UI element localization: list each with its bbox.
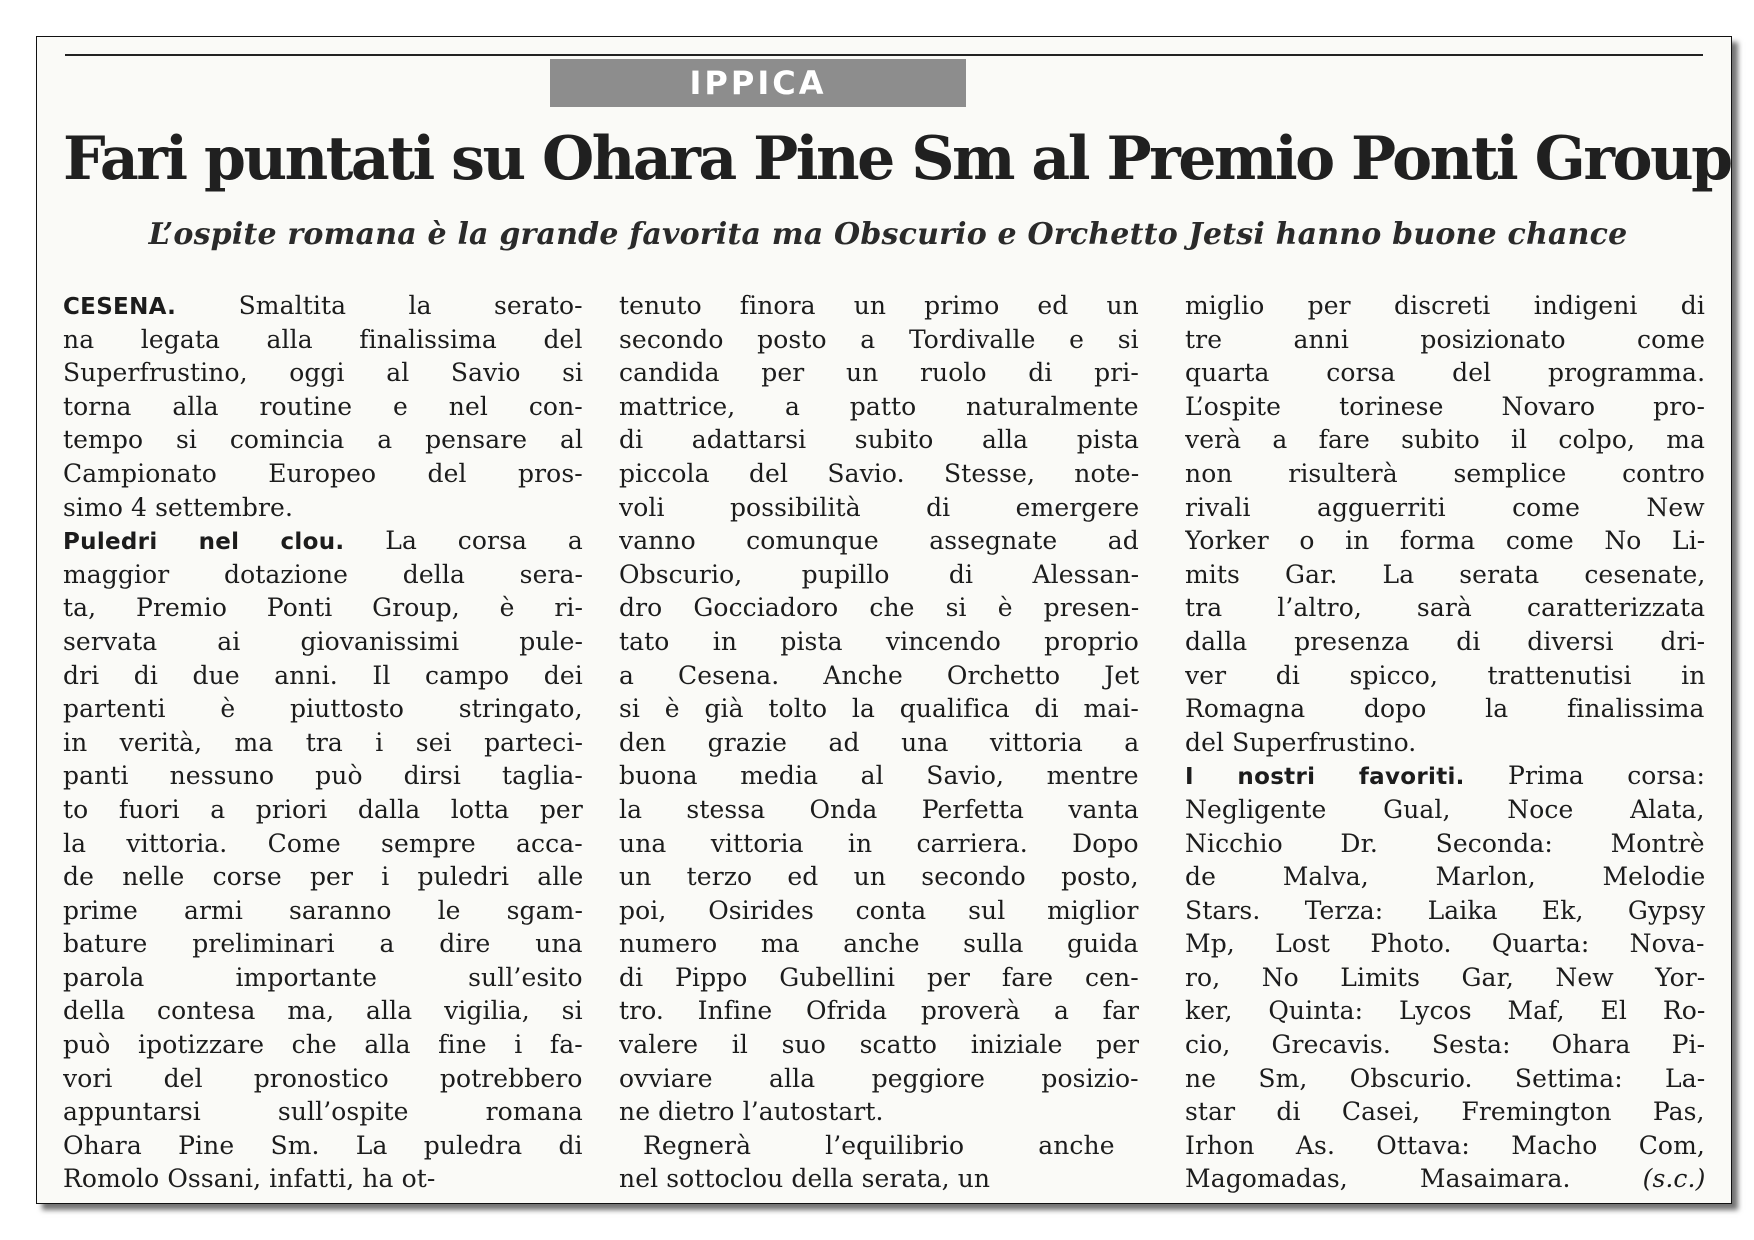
text-line: ker, Quinta: Lycos Maf, El Ro- [1185,996,1705,1026]
article-column-2 [619,289,1139,1196]
text-line: tato in pista vincendo proprio [619,626,1139,656]
text-line: ver di spicco, trattenutisi in [1185,660,1705,690]
text-line: la vittoria. Come sempre acca- [63,828,583,858]
text-line: di Pippo Gubellini per fare cen- [619,962,1139,992]
text-line: una vittoria in carriera. Dopo [619,828,1139,858]
text-line: Ohara Pine Sm. La puledra di [63,1130,583,1160]
text-line: CESENA. Smaltita la serato- [63,291,583,320]
text-line: Irhon As. Ottava: Macho Com, [1185,1130,1705,1160]
run-in-heading: Puledri nel clou. [63,529,345,556]
text-line: nel sottoclou della serata, un [619,1164,991,1194]
text-line: miglio per discreti indigeni di [1185,291,1705,320]
text-line: den grazie ad una vittoria a [619,727,1139,757]
text-line: tra l’altro, sarà caratterizzata [1185,593,1705,623]
text-line: della contesa ma, alla vigilia, si [63,996,583,1026]
text-line: panti nessuno può dirsi taglia- [63,761,583,791]
text-line: non risulterà semplice contro [1185,458,1705,488]
text-line: star di Casei, Fremington Pas, [1185,1097,1705,1127]
text-line: Mp, Lost Photo. Quarta: Nova- [1185,929,1705,959]
text-line: Romagna dopo la finalissima [1185,694,1705,724]
text-line: dri di due anni. Il campo dei [63,660,583,690]
text-line: secondo posto a Tordivalle e si [619,324,1139,354]
text-line: tro. Infine Ofrida proverà a far [619,996,1139,1026]
text-line: tenuto finora un primo ed un [619,291,1139,320]
text-line: vori del pronostico potrebbero [63,1063,583,1093]
text-line: ta, Premio Ponti Group, è ri- [63,593,583,623]
text-line: Obscurio, pupillo di Alessan- [619,559,1139,589]
text-line: del Superfrustino. [1185,727,1417,757]
text-line: Campionato Europeo del pros- [63,458,583,488]
text-line: tempo si comincia a pensare al [63,425,583,455]
text-line: tre anni posizionato come [1185,324,1705,354]
text-line: Superfrustino, oggi al Savio si [63,358,583,388]
author-signature: (s.c.) [1570,1164,1705,1194]
text-line: si è già tolto la qualifica di mai- [619,694,1139,724]
text-line: buona media al Savio, mentre [619,761,1139,791]
text-line: Regnerà l’equilibrio anche [643,1130,1115,1160]
text-line: mits Gar. La serata cesenate, [1185,559,1705,589]
top-rule [65,54,1703,56]
text-line: prime armi saranno le sgam- [63,895,583,925]
text-line: candida per un ruolo di pri- [619,358,1139,388]
text-line: numero ma anche sulla guida [619,929,1139,959]
text-line: poi, Osirides conta sul miglior [619,895,1139,925]
text-line: di adattarsi subito alla pista [619,425,1139,455]
text-line: Yorker o in forma come No Li- [1185,526,1705,556]
run-in-heading: I nostri favoriti. [1185,764,1465,791]
text-line: Negligente Gual, Noce Alata, [1185,794,1705,824]
text-line: dalla presenza di diversi dri- [1185,626,1705,656]
text-line: Magomadas, Masaimara. (s.c.) [1185,1164,1705,1194]
article-clipping [36,36,1732,1204]
text-line: servata ai giovanissimi pule- [63,626,583,656]
text-line: maggior dotazione della sera- [63,559,583,589]
text-line: Romolo Ossani, infatti, ha ot- [63,1164,436,1194]
text-line: dro Gocciadoro che si è presen- [619,593,1139,623]
article-column-3 [1185,289,1705,1196]
text-line: verà a fare subito il colpo, ma [1185,425,1705,455]
text-line: Nicchio Dr. Seconda: Montrè [1185,828,1705,858]
text-line: parola importante sull’esito [63,962,583,992]
text-line: cio, Grecavis. Sesta: Ohara Pi- [1185,1030,1705,1060]
text-line: ro, No Limits Gar, New Yor- [1185,962,1705,992]
text-line: un terzo ed un secondo posto, [619,862,1139,892]
text-line: Puledri nel clou. La corsa a [63,526,583,556]
text-line: la stessa Onda Perfetta vanta [619,794,1139,824]
text-line: L’ospite torinese Novaro pro- [1185,391,1705,421]
text-line: quarta corsa del programma. [1185,358,1705,388]
text-line: ovviare alla peggiore posizio- [619,1063,1139,1093]
text-line: de nelle corse per i puledri alle [63,862,583,892]
text-line: piccola del Savio. Stesse, note- [619,458,1139,488]
text-line: torna alla routine e nel con- [63,391,583,421]
article-column-1 [63,289,583,1196]
run-in-heading: CESENA. [63,294,177,320]
text-line: appuntarsi sull’ospite romana [63,1097,583,1127]
text-line: simo 4 settembre. [63,492,293,522]
text-line: I nostri favoriti. Prima corsa: [1185,761,1705,791]
text-line: bature preliminari a dire una [63,929,583,959]
text-line: partenti è piuttosto stringato, [63,694,583,724]
text-line: in verità, ma tra i sei parteci- [63,727,583,757]
text-line: rivali agguerriti come New [1185,492,1705,522]
text-line: vanno comunque assegnate ad [619,526,1139,556]
text-line: ne Sm, Obscurio. Settima: La- [1185,1063,1705,1093]
text-line: a Cesena. Anche Orchetto Jet [619,660,1139,690]
headline: Fari puntati su Ohara Pine Sm al Premio Ponti Group [63,124,1731,194]
text-line: to fuori a priori dalla lotta per [63,794,583,824]
subheadline: L’ospite romana è la grande favorita ma Obscurio e Orchetto Jetsi hanno buone chance [148,217,1628,252]
text-line: ne dietro l’autostart. [619,1097,884,1127]
text-line: valere il suo scatto iniziale per [619,1030,1139,1060]
text-line: mattrice, a patto naturalmente [619,391,1139,421]
text-line: Stars. Terza: Laika Ek, Gypsy [1185,895,1705,925]
text-line: può ipotizzare che alla fine i fa- [63,1030,583,1060]
text-line: de Malva, Marlon, Melodie [1185,862,1705,892]
text-line: voli possibilità di emergere [619,492,1139,522]
section-label: IPPICA [550,59,966,107]
text-line: na legata alla finalissima del [63,324,583,354]
